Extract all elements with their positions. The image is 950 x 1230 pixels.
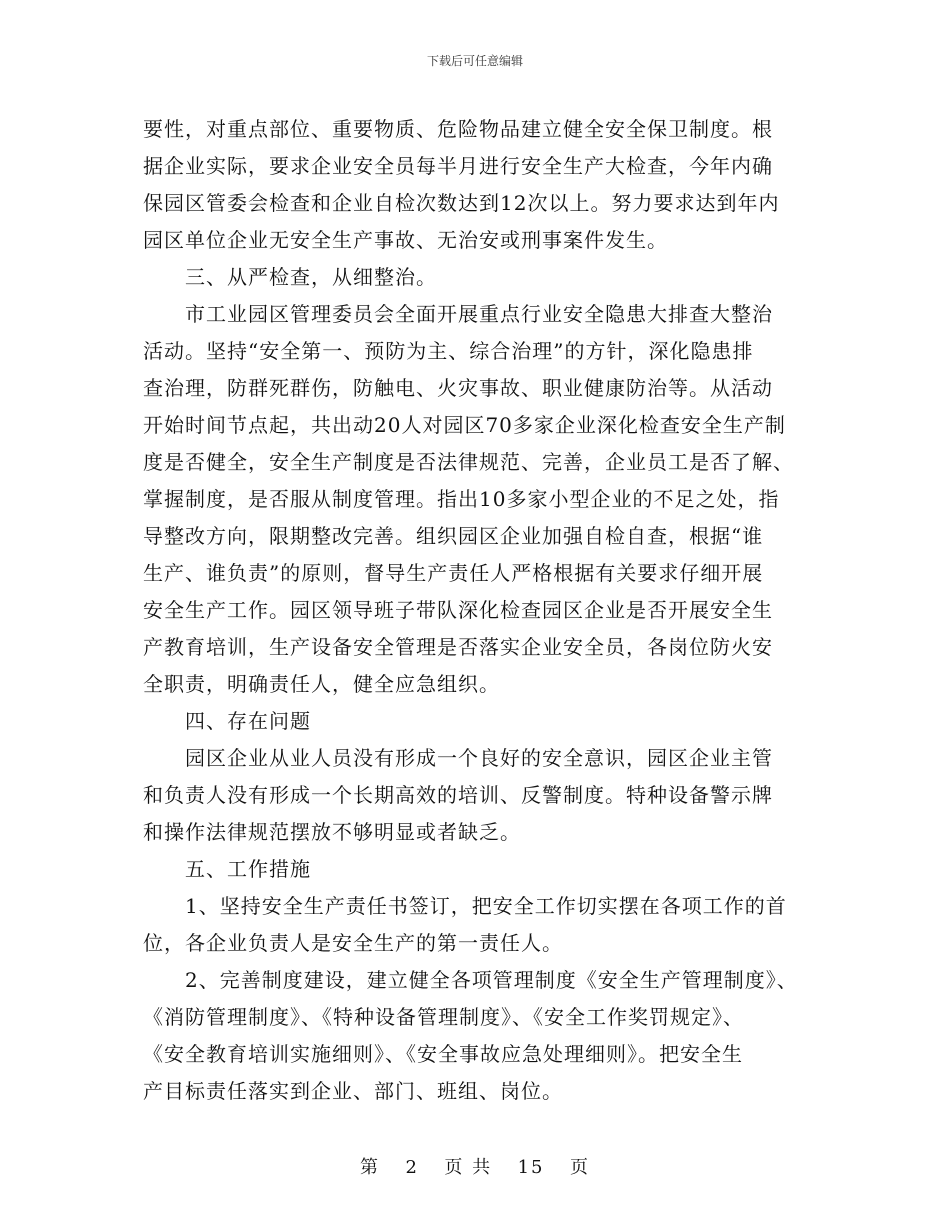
text-line: 安全生产工作。园区领导班子带队深化检查园区企业是否开展安全生 [143, 598, 773, 622]
text-line: 活动。坚持“安全第一、预防为主、综合治理”的方针，深化隐患排 [143, 339, 754, 363]
text-line: 和操作法律规范摆放不够明显或者缺乏。 [143, 820, 521, 844]
total-page-count: 15 [517, 1157, 545, 1178]
text-line: 据企业实际，要求企业安全员每半月进行安全生产大检查，今年内确 [143, 154, 773, 178]
footer-suffix: 页 [569, 1157, 590, 1178]
text-line: 开始时间节点起，共出动20人对园区70多家企业深化检查安全生产制 [143, 413, 786, 437]
section-heading: 四、存在问题 [185, 709, 311, 733]
text-line: 要性，对重点部位、重要物质、危险物品建立健全安全保卫制度。根 [143, 117, 773, 141]
text-line: 园区单位企业无安全生产事故、无治安或刑事案件发生。 [143, 228, 668, 252]
text-line: 市工业园区管理委员会全面开展重点行业安全隐患大排查大整治 [185, 302, 773, 326]
text-line: 保园区管委会检查和企业自检次数达到12次以上。努力要求达到年内 [143, 191, 780, 215]
text-line: 2、完善制度建设，建立健全各项管理制度《安全生产管理制度》、 [185, 968, 798, 992]
text-line: 生产、谁负责”的原则，督导生产责任人严格根据有关要求仔细开展 [143, 561, 764, 585]
text-line: 《消防管理制度》、《特种设备管理制度》、《安全工作奖罚规定》、 [143, 1005, 744, 1029]
text-line: 和负责人没有形成一个长期高效的培训、反警制度。特种设备警示牌 [143, 783, 773, 807]
section-heading: 三、从严检查，从细整治。 [185, 265, 437, 289]
text-line: 掌握制度，是否服从制度管理。指出10多家小型企业的不足之处，指 [143, 487, 780, 511]
document-body [143, 111, 833, 1110]
text-line: 《安全教育培训实施细则》、《安全事故应急处理细则》。把安全生 [143, 1042, 743, 1066]
footer-prefix: 第 [360, 1157, 381, 1178]
text-line: 查治理，防群死群伤，防触电、火灾事故、职业健康防治等。从活动 [143, 376, 773, 400]
text-line: 产教育培训，生产设备安全管理是否落实企业安全员，各岗位防火安 [143, 635, 773, 659]
text-line: 产目标责任落实到企业、部门、班组、岗位。 [143, 1079, 563, 1103]
text-line: 位，各企业负责人是安全生产的第一责任人。 [143, 931, 563, 955]
current-page-number: 2 [405, 1157, 419, 1178]
text-line: 导整改方向，限期整改完善。组织园区企业加强自检自查，根据“谁 [143, 524, 764, 548]
page-header: 下载后可任意编辑 [426, 54, 523, 68]
section-heading: 五、工作措施 [185, 857, 311, 881]
text-line: 全职责，明确责任人，健全应急组织。 [143, 672, 500, 696]
text-line: 园区企业从业人员没有形成一个良好的安全意识，园区企业主管 [185, 746, 773, 770]
footer-middle: 页 共 [444, 1157, 493, 1178]
text-line: 1、坚持安全生产责任书签订，把安全工作切实摆在各项工作的首 [185, 894, 787, 918]
page-footer [0, 1153, 950, 1179]
text-line: 度是否健全，安全生产制度是否法律规范、完善，企业员工是否了解、 [143, 450, 794, 474]
